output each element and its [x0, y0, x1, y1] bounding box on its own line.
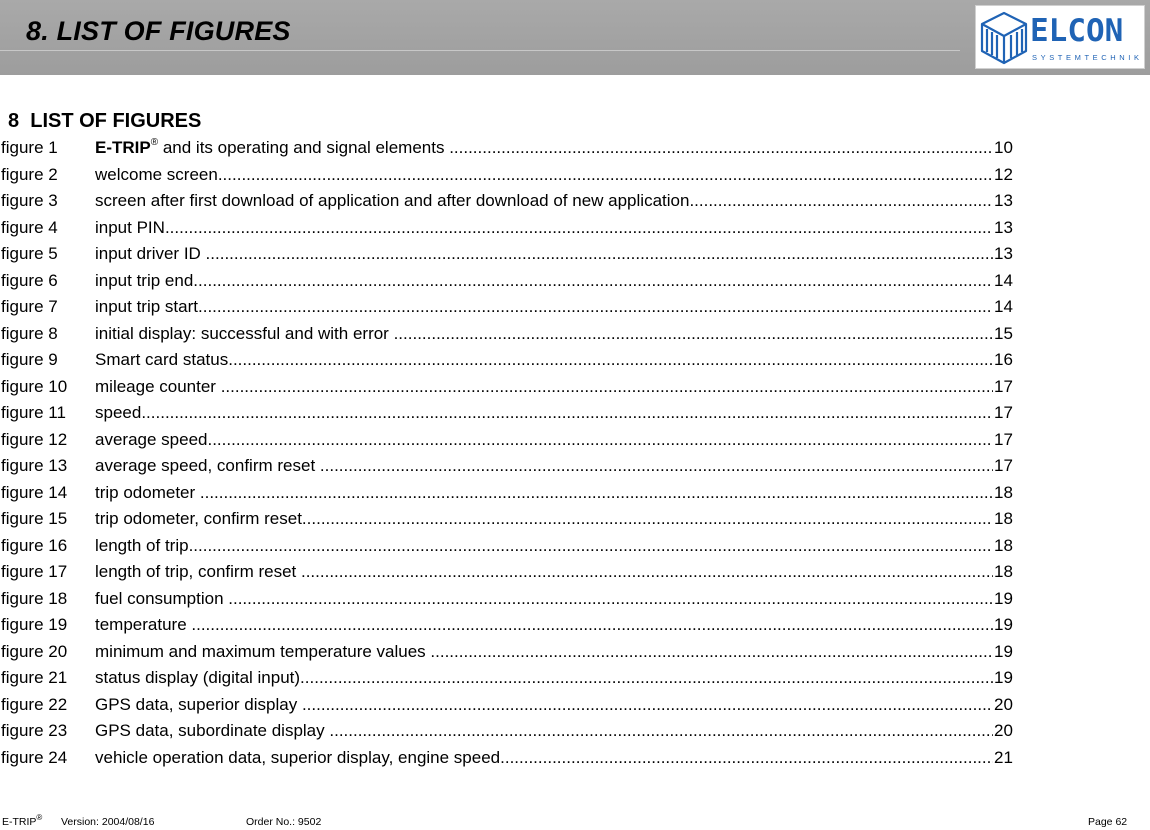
figure-number: figure 16: [1, 535, 68, 555]
figure-number: figure 6: [1, 270, 58, 290]
figure-number: figure 23: [1, 721, 68, 740]
figure-number: figure 15: [1, 509, 68, 528]
figure-title-leader: [95, 559, 993, 586]
figure-title: [95, 377, 221, 396]
figure-page-number: 18: [994, 562, 1013, 581]
figure-title-text: initial display: successful and with error: [95, 323, 394, 343]
figure-title-text: length of trip: [95, 535, 189, 555]
figure-entry[interactable]: [0, 427, 1150, 454]
elcon-cube-icon: [978, 9, 1030, 67]
figure-entry[interactable]: [0, 480, 1150, 507]
figure-title: [95, 218, 165, 237]
figure-entry[interactable]: [0, 559, 1150, 586]
figure-title: [95, 642, 430, 661]
footer-product-sup: ®: [36, 813, 43, 822]
figure-entry[interactable]: [0, 241, 1150, 268]
figure-title-text: mileage counter: [95, 376, 221, 396]
figure-number: figure 8: [1, 323, 58, 343]
figure-title: [95, 695, 302, 714]
figure-title: [95, 589, 228, 608]
figure-number: figure 2: [1, 164, 58, 184]
figure-page-number: 10: [994, 138, 1013, 157]
figure-title: [95, 456, 320, 475]
elcon-logo: [975, 5, 1145, 69]
header-title: 8. LIST OF FIGURES: [26, 16, 291, 46]
figure-title: [95, 138, 449, 157]
figure-title: [95, 403, 141, 422]
logo-subtitle: SYSTEMTECHNIK: [1032, 53, 1143, 62]
figure-title-text: GPS data, superior display: [95, 694, 302, 714]
figure-title: [95, 165, 218, 184]
figure-page-number: 17: [994, 456, 1013, 475]
figure-title-text: vehicle operation data, superior display, engine speed: [95, 747, 501, 767]
figure-page-number: 12: [994, 164, 1013, 184]
page-header: [0, 0, 1150, 75]
figure-number: figure 12: [1, 429, 68, 449]
figure-entry[interactable]: [0, 294, 1150, 321]
figure-title-text: trip odometer, confirm reset: [95, 509, 302, 528]
figure-title-leader: [95, 347, 993, 374]
figure-entry[interactable]: [0, 692, 1150, 719]
brand-name: E-TRIP: [95, 138, 151, 157]
figure-title-leader: [95, 241, 993, 268]
figure-title-text: trip odometer: [95, 482, 200, 502]
figure-number: figure 11: [1, 403, 66, 422]
figure-page-number: 13: [994, 217, 1013, 237]
figure-entry[interactable]: [0, 718, 1150, 745]
footer-version: Version: 2004/08/16: [61, 816, 155, 828]
figure-title-leader: [95, 374, 993, 401]
figure-entry[interactable]: [0, 321, 1150, 348]
figure-title-text: average speed, confirm reset: [95, 456, 320, 475]
figure-page-number: 19: [994, 615, 1013, 634]
figure-entry[interactable]: [0, 665, 1150, 692]
header-rule: [0, 50, 960, 51]
figure-number: figure 10: [1, 376, 68, 396]
figure-page-number: 17: [994, 376, 1013, 396]
figure-title-text: minimum and maximum temperature values: [95, 641, 431, 661]
figure-title-leader: [95, 745, 993, 772]
figure-entry[interactable]: [0, 745, 1150, 772]
figure-title: [95, 668, 300, 687]
figure-title-text: GPS data, subordinate display: [95, 721, 330, 740]
figure-entry[interactable]: [0, 612, 1150, 639]
figure-page-number: 20: [994, 721, 1013, 740]
registered-mark: ®: [150, 137, 159, 148]
figure-title: [95, 509, 302, 528]
figure-title-leader: [95, 188, 993, 215]
footer-order: Order No.: 9502: [246, 816, 322, 828]
figure-number: figure 22: [1, 694, 68, 714]
figure-number: figure 9: [1, 350, 58, 369]
figure-number: figure 18: [1, 588, 68, 608]
figure-title: [95, 562, 301, 581]
figure-entry[interactable]: [0, 374, 1150, 401]
figure-title-text: speed: [95, 403, 142, 422]
footer-product: [2, 814, 42, 830]
figure-title: [95, 191, 689, 210]
figure-number: figure 17: [1, 562, 68, 581]
figure-number: figure 20: [1, 641, 68, 661]
figure-title: [95, 536, 189, 555]
figure-entry[interactable]: [0, 639, 1150, 666]
figure-title-text: input trip end: [95, 270, 194, 290]
figure-title: [95, 271, 193, 290]
figure-number: figure 7: [1, 297, 58, 316]
figure-title-leader: [95, 533, 993, 560]
figure-page-number: 19: [994, 588, 1013, 608]
figure-title: [95, 350, 228, 369]
figure-title-leader: [95, 400, 993, 427]
figure-page-number: 16: [994, 350, 1013, 369]
section-title: 8 LIST OF FIGURES: [8, 110, 202, 132]
figure-page-number: 13: [994, 244, 1013, 263]
figure-title-text: fuel consumption: [95, 588, 229, 608]
figure-title-leader: [95, 268, 993, 295]
page-footer: [0, 814, 1150, 830]
figure-number: figure 13: [1, 456, 68, 475]
figure-number: figure 24: [1, 747, 68, 767]
figure-title-leader: [95, 427, 993, 454]
figure-title-text: average speed: [95, 429, 208, 449]
figure-title: [95, 748, 500, 767]
figure-number: figure 14: [1, 482, 68, 502]
figure-page-number: 17: [994, 403, 1013, 422]
figure-entry[interactable]: [0, 533, 1150, 560]
figure-title-text: input driver ID: [95, 244, 206, 263]
figure-page-number: 18: [994, 509, 1013, 528]
figure-title-leader: [95, 718, 993, 745]
figure-title-leader: [95, 294, 993, 321]
figure-number: figure 19: [1, 615, 68, 634]
figure-page-number: 19: [994, 668, 1013, 687]
figure-entry[interactable]: [0, 400, 1150, 427]
figure-title-text: status display (digital input): [95, 668, 301, 687]
figure-title: [95, 324, 394, 343]
figure-title-leader: [95, 162, 993, 189]
figure-page-number: 14: [994, 270, 1013, 290]
figure-number: figure 5: [1, 244, 58, 263]
figure-entry[interactable]: [0, 215, 1150, 242]
figure-title-text: screen after first download of application and after download of new application: [95, 191, 690, 210]
figure-page-number: 18: [994, 482, 1013, 502]
figure-entry[interactable]: [0, 268, 1150, 295]
figure-title-text: Smart card status: [95, 350, 229, 369]
figure-page-number: 19: [994, 641, 1013, 661]
figure-entry[interactable]: [0, 188, 1150, 215]
figure-title-leader: [95, 135, 993, 162]
figure-title-leader: [95, 692, 993, 719]
figure-entry[interactable]: [0, 135, 1150, 162]
figure-entry[interactable]: [0, 586, 1150, 613]
figure-title: [95, 430, 207, 449]
figure-title-text: temperature: [95, 615, 192, 634]
figure-number: figure 4: [1, 217, 58, 237]
figure-title-leader: [95, 453, 993, 480]
figure-page-number: 18: [994, 535, 1013, 555]
footer-product-name: E-TRIP: [2, 816, 37, 828]
figure-title-text: input trip start: [95, 297, 198, 316]
figure-number: figure 21: [1, 668, 68, 687]
figure-title-leader: [95, 639, 993, 666]
figure-title-leader: [95, 215, 993, 242]
footer-page: Page 62: [1088, 816, 1128, 828]
figure-title: [95, 721, 329, 740]
figure-entry[interactable]: [0, 453, 1150, 480]
figure-title-text: welcome screen: [95, 164, 218, 184]
figure-title: [95, 244, 206, 263]
figure-title-leader: [95, 586, 993, 613]
figure-title-leader: [95, 321, 993, 348]
figure-page-number: 13: [994, 191, 1013, 210]
figure-page-number: 20: [994, 694, 1013, 714]
figure-title-leader: [95, 506, 993, 533]
figure-page-number: 14: [994, 297, 1013, 316]
figure-title: [95, 615, 191, 634]
figure-title-text: input PIN: [95, 217, 165, 237]
logo-name: ELCON: [1030, 13, 1124, 49]
figure-page-number: 17: [994, 429, 1013, 449]
figure-number: figure 1: [1, 138, 58, 157]
figure-entry[interactable]: [0, 506, 1150, 533]
figure-title: [95, 297, 198, 316]
figure-title-leader: [95, 665, 993, 692]
figure-page-number: 21: [994, 747, 1013, 767]
figure-entry[interactable]: [0, 347, 1150, 374]
figure-title-text: length of trip, confirm reset: [95, 562, 301, 581]
figure-title: [95, 483, 200, 502]
figure-title-leader: [95, 612, 993, 639]
figure-title-leader: [95, 480, 993, 507]
figure-entry[interactable]: [0, 162, 1150, 189]
figure-title-text: and its operating and signal elements: [158, 138, 450, 157]
figure-number: figure 3: [1, 191, 58, 210]
figure-page-number: 15: [994, 323, 1013, 343]
